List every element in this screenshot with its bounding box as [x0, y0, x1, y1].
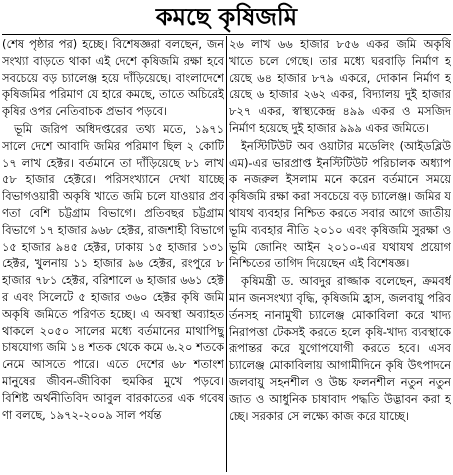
right-paragraph-2: ইনস্টিটিউট অব ওয়াটার মডেলিং (আইডব্লিউএম)-এর ভারপ্রাপ্ত ইনস্টিটিউট পরিচালক অধ্যাপক নজরুল ইসলাম মনে করেন বর্তমানে সময়ে কৃষিজমি রক্ষা করা সবচেয়ে বড় চ্যালেঞ্জ। জমির যথাযথ ব্যবহার নিশ্চিত করতে সবার আগে জাতীয় ভূমি ব্যবহার নীতি ২০১০ এবং কৃষিজমি সুরক্ষা ও ভূমি জোনিং আইন ২০১০-এর যথাযথ প্রয়োগ নিশ্চিতের তাগিদ দিয়েছেন এই বিশেষজ্ঞ। [229, 138, 451, 271]
left-paragraph-1: (শেষ পৃষ্ঠার পর) হচ্ছে। বিশেষজ্ঞরা বলছেন, জনসংখ্যা বাড়তে থাকা এই দেশে কৃষিজমি রক্ষা হবে সবচেয়ে বড় চ্যালেঞ্জ হয়ে দাঁড়িয়েছে। বাংলাদেশে কৃষিজমির পরিমাণ যে হারে কমছে, তাতে অচিরেই কৃষির ওপর নেতিবাচক প্রভাব পড়বে। [2, 37, 224, 119]
right-column [229, 36, 451, 472]
column-divider [226, 36, 227, 472]
headline-rule [2, 34, 451, 35]
left-paragraph-2: ভূমি জরিপ অধিদপ্তরের তথ্য মতে, ১৯৭১ সালে দেশে আবাদি জমির পরিমাণ ছিল ২ কোটি ১৭ লাখ হেক্টর। বর্তমানে তা দাঁড়িয়েছে ৮১ লাখ ৫৮ হাজার হেক্টরে। পরিসংখ্যানে দেখা যাচ্ছে বিভাগওয়ারী অকৃষি খাতে জমি চলে যাওয়ার প্রবণতা বেশি চট্টগ্রাম বিভাগে। প্রতিবছর চট্টগ্রাম বিভাগে ১৭ হাজার ৯৬৮ হেক্টর, রাজশাহী বিভাগে ১৫ হাজার ৯৪৫ হেক্টর, ঢাকায় ১৫ হাজার ১৩১ হেক্টর, খুলনায় ১১ হাজার ৯৬ হেক্টর, রংপুরে ৮ হাজার ৭৮১ হেক্টর, বরিশালে ৬ হাজার ৬৬১ হেক্টর এবং সিলেটে ৫ হাজার ৩৬০ হেক্টর কৃষি জমি অকৃষি জমিতে পরিণত হচ্ছে। এ অবস্থা অব্যাহত থাকলে ২০৫০ সালের মধ্যে বর্তমানের মাথাপিছু চাষযোগ্য জমি ১৪ শতক থেকে কমে ৬.২০ শতকে নেমে আসতে পারে। এতে দেশের ৬৮ শতাংশ মানুষের জীবন-জীবিকা হুমকির মুখে পড়বে। বিশিষ্ট অর্থনীতিবিদ আবুল বারকাতের এক গবেষণা বলছে, ১৯৭২-২০০৯ সাল পর্যন্ত [2, 121, 224, 422]
left-column [2, 36, 224, 472]
right-paragraph-1: ২৬ লাখ ৬৬ হাজার ৮৫৬ একর জমি অকৃষি খাতে চলে গেছে। তার মধ্যে ঘরবাড়ি নির্মাণ হয়েছে ৬৪ হাজার ৮৭৯ একরে, দোকান নির্মাণ হয়েছে ৬ হাজার ২৬২ একর, বিদ্যালয় দুই হাজার ৮২৭ একর, স্বাস্থ্যকেন্দ্র ৪৯৯ একর ও মসজিদ নির্মাণ হয়েছে দুই হাজার ৯৯৯ একর জমিতে। [229, 37, 451, 135]
right-paragraph-3: কৃষিমন্ত্রী ড. আবদুর রাজ্জাক বলেছেন, ক্রমবর্ধমান জনসংখ্যা বৃদ্ধি, কৃষিজমি হ্রাস, জলবায়ু পরিবর্তনসহ নানামুখী চ্যালেঞ্জ মোকাবিলা করে খাদ্য নিরাপত্তা টেকসই করতে হলে কৃষি-খাদ্য ব্যবস্থাকে রূপান্তর করে যুগোপযোগী করতে হবে। এসব চ্যালেঞ্জ মোকাবিলায় আগামীদিনে কৃষি উৎপাদনে জলবায়ু সহনশীল ও উচ্চ ফলনশীল নতুন নতুন জাত ও আধুনিক চাষাবাদ পদ্ধতি উদ্ভাবন করা হচ্ছে। সরকার সে লক্ষ্যে কাজ করে যাচ্ছে। [229, 274, 451, 423]
headline: কমছে কৃষিজমি [155, 3, 298, 31]
